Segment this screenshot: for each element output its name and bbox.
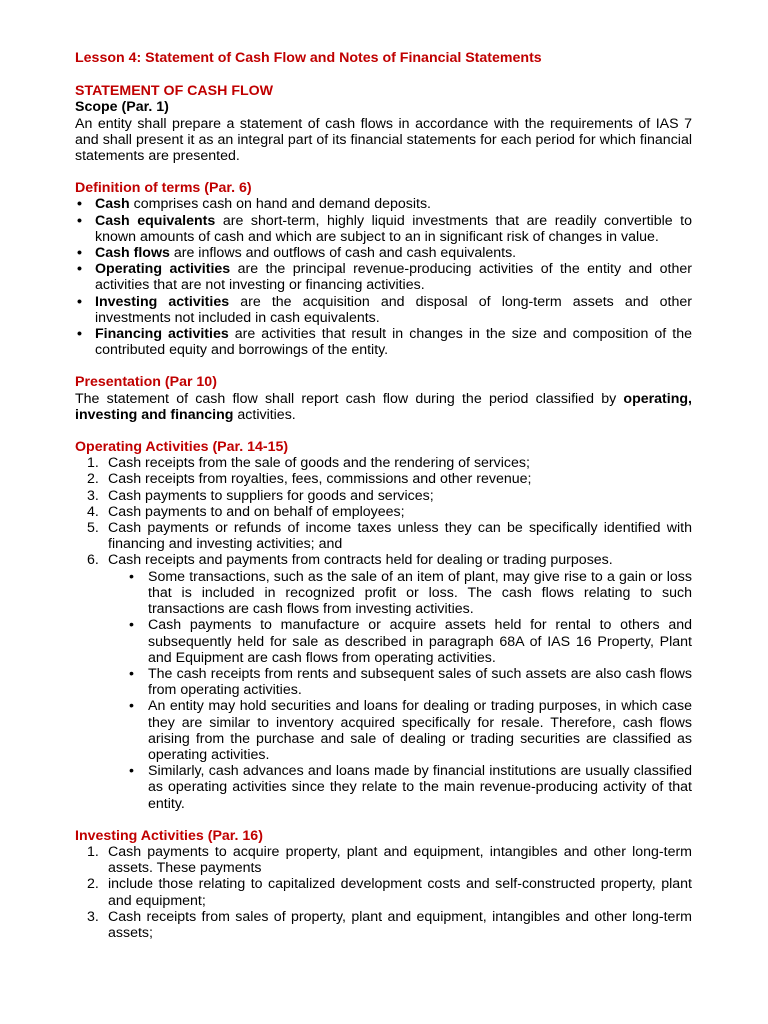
operating-list — [75, 455, 692, 568]
definition-item — [75, 245, 692, 261]
operating-item — [75, 520, 692, 552]
definition-term: Operating activities — [95, 261, 231, 278]
item-number: 5. — [87, 520, 99, 537]
operating-item — [75, 455, 692, 471]
definition-term: Investing activities — [95, 293, 230, 310]
definition-item — [75, 261, 692, 293]
presentation-heading: Presentation (Par 10) — [75, 374, 217, 391]
operating-notes-list — [75, 569, 692, 812]
operating-item — [75, 488, 692, 504]
item-number: 4. — [87, 503, 99, 520]
lesson-title: Lesson 4: Statement of Cash Flow and Notes of Financial Statements — [75, 50, 542, 66]
definitions-heading: Definition of terms (Par. 6) — [75, 180, 252, 197]
definition-item — [75, 196, 692, 212]
presentation-bold: operating, investing and financing — [75, 390, 692, 423]
item-text: Cash payments or refunds of income taxes unless they can be specifically identified with financing and investing activities; and — [108, 520, 692, 553]
investing-heading: Investing Activities (Par. 16) — [75, 827, 263, 844]
item-number: 2. — [87, 471, 99, 488]
item-text: include those relating to capitalized development costs and self-constructed property, plant and equipment; — [108, 876, 692, 909]
definitions-list — [75, 196, 692, 358]
presentation-section — [75, 374, 692, 423]
item-text: Cash receipts from royalties, fees, commissions and other revenue; — [108, 471, 532, 488]
definition-text: are activities that result in changes in the size and composition of the contributed equity and borrowings of the entity. — [95, 326, 692, 359]
operating-note: • The cash receipts from rents and subsequent sales of such assets are also cash flows from operating activities. — [128, 666, 692, 698]
scope-text: An entity shall prepare a statement of cash flows in accordance with the requirements of IAS 7 and shall present it as an integral part of its financial statements for each period for which financial statements are presented. — [75, 115, 692, 165]
definition-term: Financing activities — [95, 326, 229, 343]
item-number: 3. — [87, 908, 99, 925]
operating-item — [75, 504, 692, 520]
operating-section — [75, 439, 692, 812]
item-text: Cash receipts and payments from contracts held for dealing or trading purposes. — [108, 552, 613, 569]
definition-text: comprises cash on hand and demand deposits. — [129, 196, 431, 213]
presentation-text-before: The statement of cash flow shall report cash flow during the period classified by — [75, 390, 624, 407]
definitions-section — [75, 180, 692, 358]
presentation-text — [75, 391, 692, 423]
item-text: Cash payments to and on behalf of employees; — [108, 503, 405, 520]
definition-text: are the acquisition and disposal of long-term assets and other investments not included in cash equivalents. — [95, 293, 692, 326]
investing-section — [75, 828, 692, 941]
investing-item — [75, 909, 692, 941]
item-text: Cash receipts from the sale of goods and the rendering of services; — [108, 455, 530, 472]
item-number: 1. — [87, 843, 99, 860]
definition-item — [75, 326, 692, 358]
operating-note: • Similarly, cash advances and loans made by financial institutions are usually classified as operating activities since they relate to the main revenue-producing activity of that entity. — [128, 763, 692, 812]
definition-item — [75, 213, 692, 245]
definition-term: Cash — [95, 196, 130, 213]
definition-text: are short-term, highly liquid investments that are readily convertible to known amounts of cash and which are subject to an in significant risk of changes in value. — [95, 212, 692, 245]
section-title: STATEMENT OF CASH FLOW — [75, 83, 274, 100]
investing-item — [75, 876, 692, 908]
operating-note: • Some transactions, such as the sale of an item of plant, may give rise to a gain or loss that is included in recognized profit or loss. The cash flows relating to such transactions are cash flows from investing activities. — [128, 569, 692, 618]
investing-list — [75, 844, 692, 941]
item-number: 1. — [87, 455, 99, 472]
item-text: Cash payments to acquire property, plant and equipment, intangibles and other long-term assets. These payments — [108, 843, 692, 877]
definition-text: are the principal revenue-producing activities of the entity and other activities that are not investing or financing activities. — [95, 261, 692, 294]
item-number: 2. — [87, 876, 99, 893]
item-number: 3. — [87, 487, 99, 504]
investing-item — [75, 844, 692, 876]
operating-item — [75, 471, 692, 487]
presentation-text-after: activities. — [233, 406, 296, 423]
item-text: Cash receipts from sales of property, plant and equipment, intangibles and other long-term assets; — [108, 908, 692, 941]
item-text: Cash payments to suppliers for goods and services; — [108, 487, 434, 504]
operating-note: • An entity may hold securities and loans for dealing or trading purposes, in which case they are similar to inventory acquired specifically for resale. Therefore, cash flows arising from the purchase and sale of dealing or trading securities are classified as operating activities. — [128, 698, 692, 763]
operating-heading: Operating Activities (Par. 14-15) — [75, 439, 289, 456]
definition-text: are inflows and outflows of cash and cash equivalents. — [169, 245, 517, 262]
item-number: 6. — [87, 552, 99, 569]
definition-term: Cash flows — [95, 245, 170, 262]
operating-note: • Cash payments to manufacture or acquire assets held for rental to others and subsequently held for sale as described in paragraph 68A of IAS 16 Property, Plant and Equipment are cash flows from operating activities. — [128, 617, 692, 666]
definition-item — [75, 294, 692, 326]
definition-term: Cash equivalents — [95, 212, 216, 229]
operating-item — [75, 552, 692, 568]
scope-heading: Scope (Par. 1) — [75, 99, 169, 116]
